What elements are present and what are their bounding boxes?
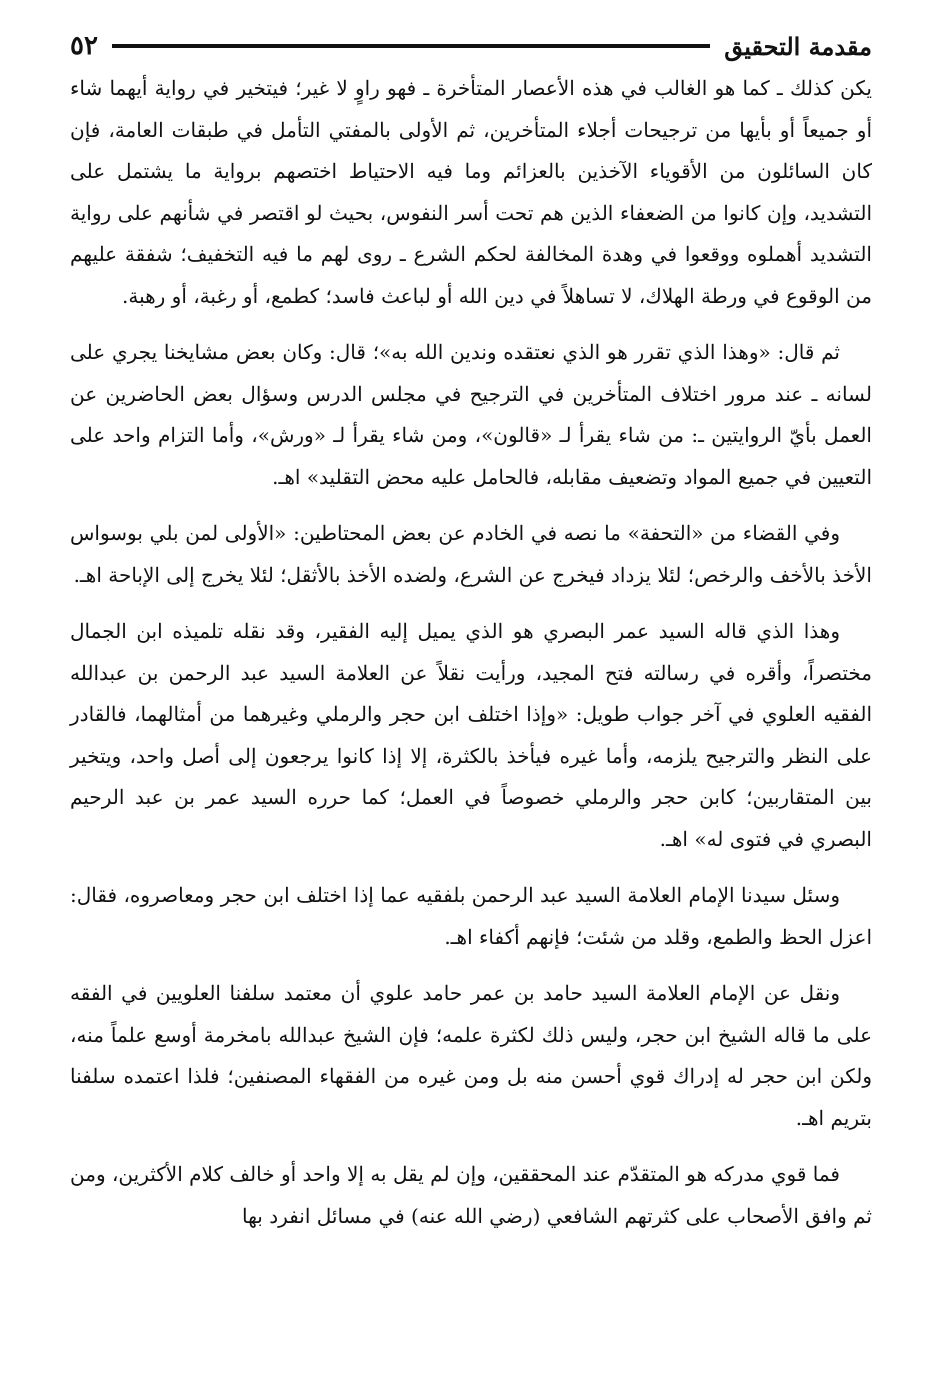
paragraph: وفي القضاء من «التحفة» ما نصه في الخادم عن بعض المحتاطين: «الأولى لمن بلي بوسواس الأخذ بالأخف والرخص؛ لئلا يزداد فيخرج عن الشرع، ولضده الأخذ بالأثقل؛ لئلا يخرج إلى الإباحة اهـ. — [70, 521, 872, 587]
header-rule — [112, 44, 710, 48]
paragraph: ونقل عن الإمام العلامة السيد حامد بن عمر حامد علوي أن معتمد سلفنا العلويين في الفقه على ما قاله الشيخ ابن حجر، وليس ذلك لكثرة علمه؛ فإن الشيخ عبدالله بامخرمة أوسع علماً منه، ولكن ابن حجر له إدراك قوي أحسن منه بل ومن غيره من الفقهاء المصنفين؛ فلذا اعتمده سلفنا بتريم اهـ. — [70, 981, 872, 1130]
paragraph: ثم قال: «وهذا الذي تقرر هو الذي نعتقده وندين الله به»؛ قال: وكان بعض مشايخنا يجري على لسانه ـ عند مرور اختلاف المتأخرين في الترجيح في مجلس الدرس وسؤال بعض الحاضرين عن العمل بأيّ الروايتين ـ: من شاء يقرأ لـ «قالون»، ومن شاء يقرأ لـ «ورش»، وأما التزام واحد على التعيين في جميع المواد وتضعيف مقابله، فالحامل عليه محض التقليد» اهـ. — [70, 340, 872, 489]
page-header — [70, 28, 872, 64]
paragraph: وهذا الذي قاله السيد عمر البصري هو الذي يميل إليه الفقير، وقد نقله تلميذه ابن الجمال مختصراً، وأقره في رسالته فتح المجيد، ورأيت نقلاً عن العلامة السيد عبد الرحمن بن عبدالله الفقيه العلوي في آخر جواب طويل: «وإذا اختلف ابن حجر والرملي وغيرهما من أمثالهما، فالقادر على النظر والترجيح يلزمه، وأما غيره فيأخذ بالكثرة، إلا إذا كانوا يرجعون إلى أصل واحد، ويتخير بين المتقاربين؛ كابن حجر والرملي خصوصاً في العمل؛ كما حرره السيد عمر بن عبد الرحيم البصري في فتوى له» اهـ. — [70, 619, 873, 851]
page-number: ٥٢ — [70, 31, 98, 61]
paragraph: فما قوي مدركه هو المتقدّم عند المحققين، وإن لم يقل به إلا واحد أو خالف كلام الأكثرين، ومن ثم وافق الأصحاب على كثرتهم الشافعي (رضي الله عنه) في مسائل انفرد بها — [70, 1162, 872, 1228]
body-text — [70, 68, 872, 1252]
paragraph: وسئل سيدنا الإمام العلامة السيد عبد الرحمن بلفقيه عما إذا اختلف ابن حجر ومعاصروه، فقال: اعزل الحظ والطمع، وقلد من شئت؛ فإنهم أكفاء اهـ. — [70, 883, 872, 949]
section-title: مقدمة التحقيق — [724, 31, 872, 61]
paragraph: يكن كذلك ـ كما هو الغالب في هذه الأعصار المتأخرة ـ فهو راوٍ لا غير؛ فيتخير في رواية أيهما شاء أو جميعاً أو بأيها من ترجيحات أجلاء المتأخرين، ثم الأولى بالمفتي التأمل في طبقات العامة، فإن كان السائلون من الأقوياء الآخذين بالعزائم وما فيه الاحتياط اختصهم برواية ما يشتمل على التشديد، وإن كانوا من الضعفاء الذين هم تحت أسر النفوس، بحيث لو اقتصر في شأنهم على رواية التشديد أهملوه ووقعوا في وهدة المخالفة لحكم الشرع ـ روى لهم ما فيه التخفيف؛ شفقة عليهم من الوقوع في ورطة الهلاك، لا تساهلاً في دين الله أو لباعث فاسد؛ كطمع، أو رغبة، أو رهبة. — [70, 76, 872, 308]
